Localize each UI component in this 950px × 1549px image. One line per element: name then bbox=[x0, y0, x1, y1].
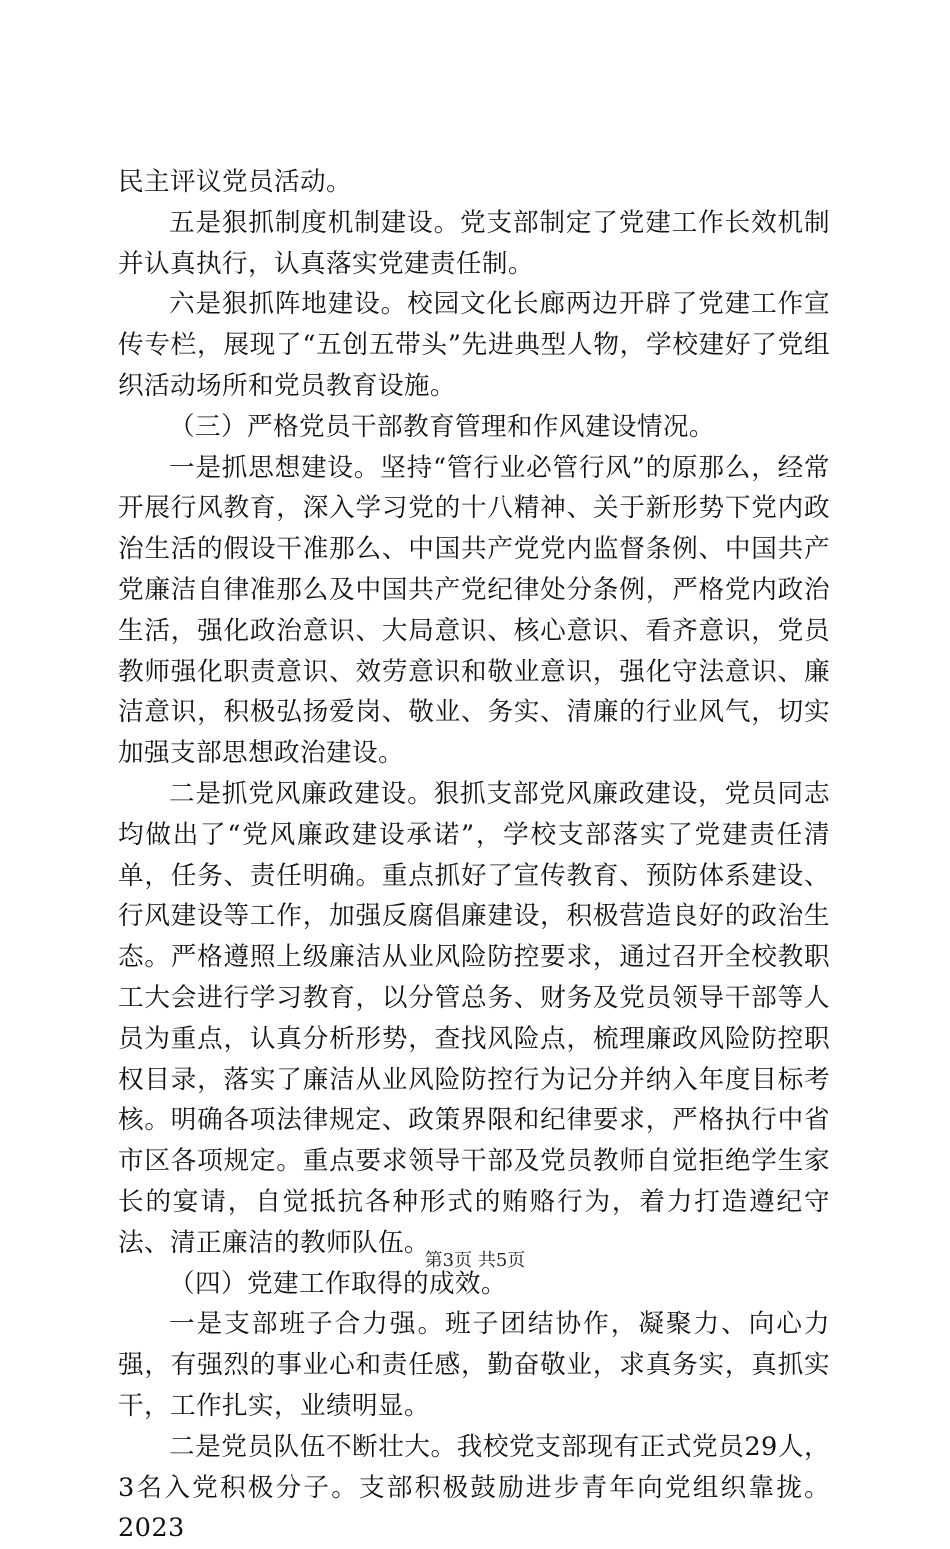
paragraph: 一是抓思想建设。坚持“管行业必管行风”的原那么，经常开展行风教育，深入学习党的十八精神、关于新形势下党内政治生活的假设干准那么、中国共产党党内监督条例、中国共产党廉洁自律准那么及中国共产党纪律处分条例，严格党内政治生活，强化政治意识、大局意识、核心意识、看齐意识，党员教师强化职责意识、效劳意识和敬业意识，强化守法意识、廉洁意识，积极弘扬爱岗、敬业、务实、清廉的行业风气，切实加强支部思想政治建设。 bbox=[118, 452, 830, 769]
section-heading: （四）党建工作取得的成效。 bbox=[169, 1268, 507, 1299]
paragraph: 二是抓党风廉政建设。狠抓支部党风廉政建设，党员同志均做出了“党风廉政建设承诺”，学校支部落实了党建责任清单，任务、责任明确。重点抓好了宣传教育、预防体系建设、行风建设等工作，加强反腐倡廉建设，积极营造良好的政治生态。严格遵照上级廉洁从业风险防控要求，通过召开全校教职工大会进行学习教育，以分管总务、财务及党员领导干部等人员为重点，认真分析形势，查找风险点，梳理廉政风险防控职权目录，落实了廉洁从业风险防控行为记分并纳入年度目标考核。明确各项法律规定、政策界限和纪律要求，严格执行中省市区各项规定。重点要求领导干部及党员教师自觉拒绝学生家长的宴请，自觉抵抗各种形式的贿赂行为，着力打造遵纪守法、清正廉洁的教师队伍。 bbox=[118, 778, 830, 1258]
paragraph: 一是支部班子合力强。班子团结协作，凝聚力、向心力强，有强烈的事业心和责任感，勤奋敬业，求真务实，真抓实干，工作扎实，业绩明显。 bbox=[118, 1309, 830, 1421]
page-footer: 第3页 共5页 bbox=[424, 1250, 526, 1271]
document-body bbox=[118, 162, 830, 1549]
paragraph: 六是狠抓阵地建设。校园文化长廊两边开辟了党建工作宣传专栏，展现了“五创五带头”先进典型人物，学校建好了党组织活动场所和党员教育设施。 bbox=[118, 289, 830, 401]
paragraph: 五是狠抓制度机制建设。党支部制定了党建工作长效机制并认真执行，认真落实党建责任制。 bbox=[118, 207, 830, 279]
section-heading: （三）严格党员干部教育管理和作风建设情况。 bbox=[169, 411, 715, 442]
paragraph: 二是党员队伍不断壮大。我校党支部现有正式党员29人，3名入党积极分子。支部积极鼓励进步青年向党组织靠拢。2023 bbox=[118, 1431, 830, 1544]
paragraph: 民主评议党员活动。 bbox=[118, 167, 352, 197]
